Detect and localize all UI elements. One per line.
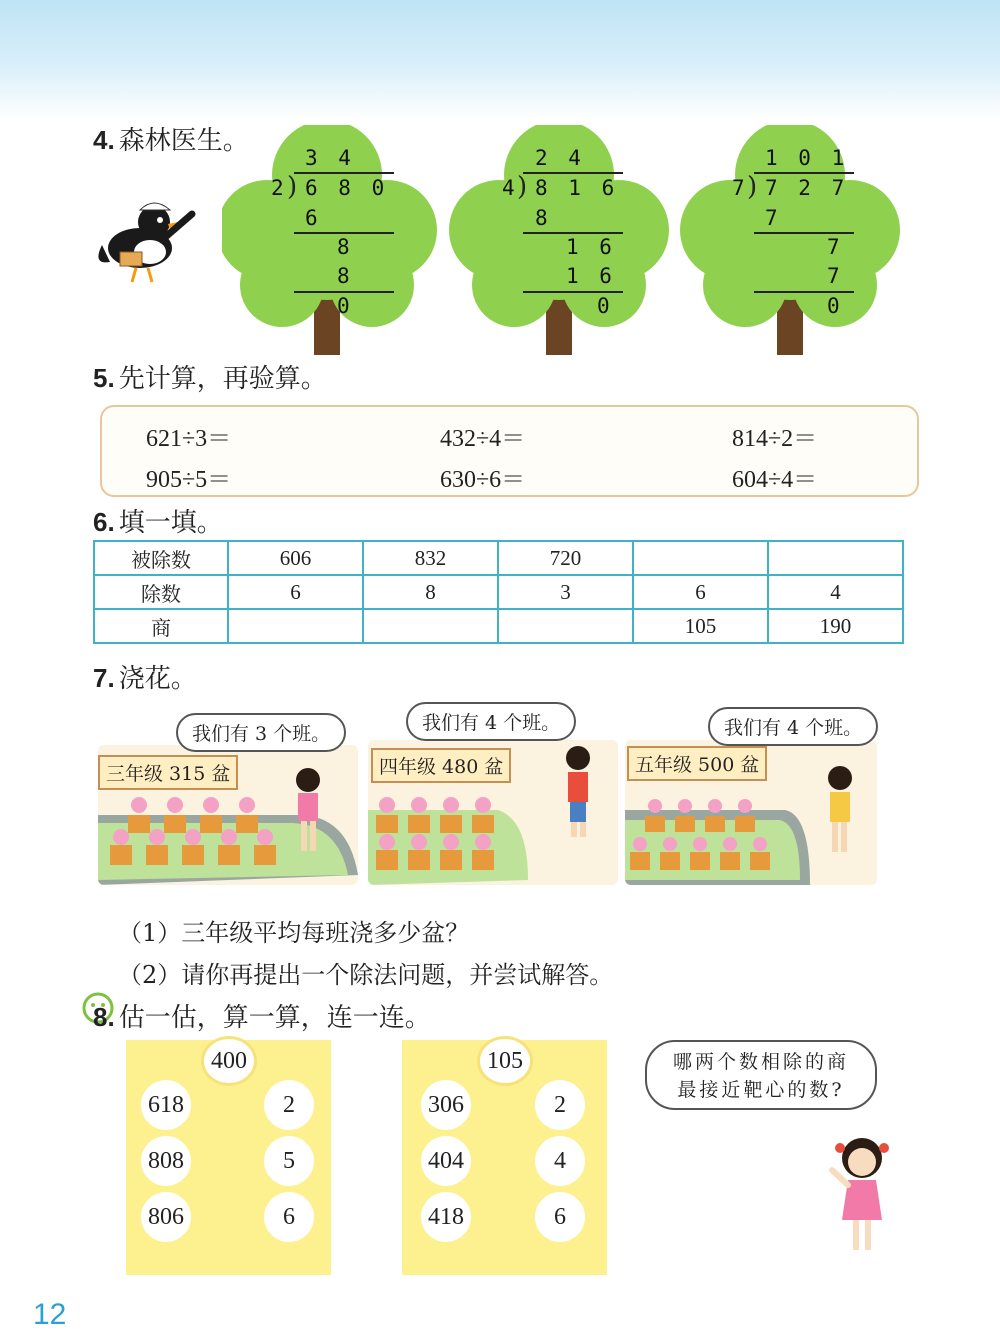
- divisor-circle[interactable]: 6: [264, 1192, 314, 1242]
- table-cell: 8: [363, 575, 498, 609]
- speech-bubble: 我们有 4 个班。: [406, 702, 576, 741]
- grade-sign: 三年级 315 盆: [98, 755, 238, 790]
- step-2: 8: [337, 235, 354, 259]
- divisor: 4: [502, 176, 519, 200]
- q5-heading: 5. 先计算，再验算。: [93, 363, 327, 394]
- quotient: 1 0 1: [765, 146, 849, 170]
- step-2: 1 6: [566, 235, 616, 259]
- table-cell: 606: [228, 541, 363, 575]
- q4-heading: 4. 森林医生。: [93, 125, 249, 156]
- table-cell: [363, 609, 498, 643]
- dividend-circle[interactable]: 808: [141, 1136, 191, 1186]
- q6-heading: 6. 填一填。: [93, 507, 223, 538]
- table-cell: 4: [768, 575, 903, 609]
- table-cell: 105: [633, 609, 768, 643]
- speech-bubble-hint: 哪两个数相除的商 最接近靶心的数?: [645, 1040, 877, 1110]
- step-3: 8: [337, 264, 354, 288]
- divisor: 2: [271, 176, 288, 200]
- page-number: 12: [33, 1298, 67, 1331]
- divisor-circle[interactable]: 5: [264, 1136, 314, 1186]
- dividend: 7 2 7: [765, 176, 849, 200]
- girl-character-icon: [820, 1130, 900, 1258]
- table-cell: [498, 609, 633, 643]
- row-label: 被除数: [94, 541, 228, 575]
- table-row: [94, 541, 903, 575]
- calc-item: 630÷6＝: [440, 467, 526, 493]
- remainder: 0: [337, 294, 354, 318]
- table-row: [94, 575, 903, 609]
- remainder: 0: [827, 294, 844, 318]
- calc-item: 432÷4＝: [440, 426, 526, 452]
- speech-bubble: 我们有 4 个班。: [708, 707, 878, 746]
- table-cell: [228, 609, 363, 643]
- divisor-circle[interactable]: 6: [535, 1192, 585, 1242]
- grade-sign: 四年级 480 盆: [371, 748, 511, 783]
- question-1: （1）三年级平均每班浇多少盆？: [118, 919, 470, 947]
- divisor-circle[interactable]: 2: [535, 1080, 585, 1130]
- calc-item: 814÷2＝: [732, 426, 818, 452]
- step-1: 6: [305, 206, 322, 230]
- speech-bubble: 我们有 3 个班。: [176, 713, 346, 752]
- grade-sign: 五年级 500 盆: [627, 746, 767, 781]
- bird-doctor-icon: [92, 190, 202, 285]
- quotient: 3 4: [305, 146, 355, 170]
- step-2: 7: [827, 235, 844, 259]
- table-cell: 190: [768, 609, 903, 643]
- table-row: [94, 609, 903, 643]
- q7-heading: 7. 浇花。: [93, 663, 197, 694]
- table-cell: [633, 541, 768, 575]
- table-cell: 6: [228, 575, 363, 609]
- dividend-circle[interactable]: 806: [141, 1192, 191, 1242]
- table-cell: 720: [498, 541, 633, 575]
- dividend-circle[interactable]: 618: [141, 1080, 191, 1130]
- row-label: 除数: [94, 575, 228, 609]
- q8-heading: 8. 估一估，算一算，连一连。: [93, 1002, 431, 1033]
- target-circle: 400: [201, 1036, 257, 1086]
- divisor-circle[interactable]: 2: [264, 1080, 314, 1130]
- question-2: （2）请你再提出一个除法问题，并尝试解答。: [118, 961, 614, 989]
- step-3: 7: [827, 264, 844, 288]
- row-label: 商: [94, 609, 228, 643]
- divisor: 7: [732, 176, 749, 200]
- dividend: 8 1 6: [535, 176, 619, 200]
- sky-banner: [0, 0, 1000, 120]
- target-circle: 105: [477, 1036, 533, 1086]
- table-cell: [768, 541, 903, 575]
- calc-item: 604÷4＝: [732, 467, 818, 493]
- fill-table: [93, 540, 904, 644]
- table-cell: 6: [633, 575, 768, 609]
- step-3: 1 6: [566, 264, 616, 288]
- remainder: 0: [597, 294, 614, 318]
- dividend: 6 8 0: [305, 176, 389, 200]
- quotient: 2 4: [535, 146, 585, 170]
- dividend-circle[interactable]: 404: [421, 1136, 471, 1186]
- table-cell: 3: [498, 575, 633, 609]
- calc-item: 621÷3＝: [146, 426, 232, 452]
- step-1: 7: [765, 206, 782, 230]
- divisor-circle[interactable]: 4: [535, 1136, 585, 1186]
- calc-item: 905÷5＝: [146, 467, 232, 493]
- dividend-circle[interactable]: 418: [421, 1192, 471, 1242]
- step-1: 8: [535, 206, 552, 230]
- dividend-circle[interactable]: 306: [421, 1080, 471, 1130]
- table-cell: 832: [363, 541, 498, 575]
